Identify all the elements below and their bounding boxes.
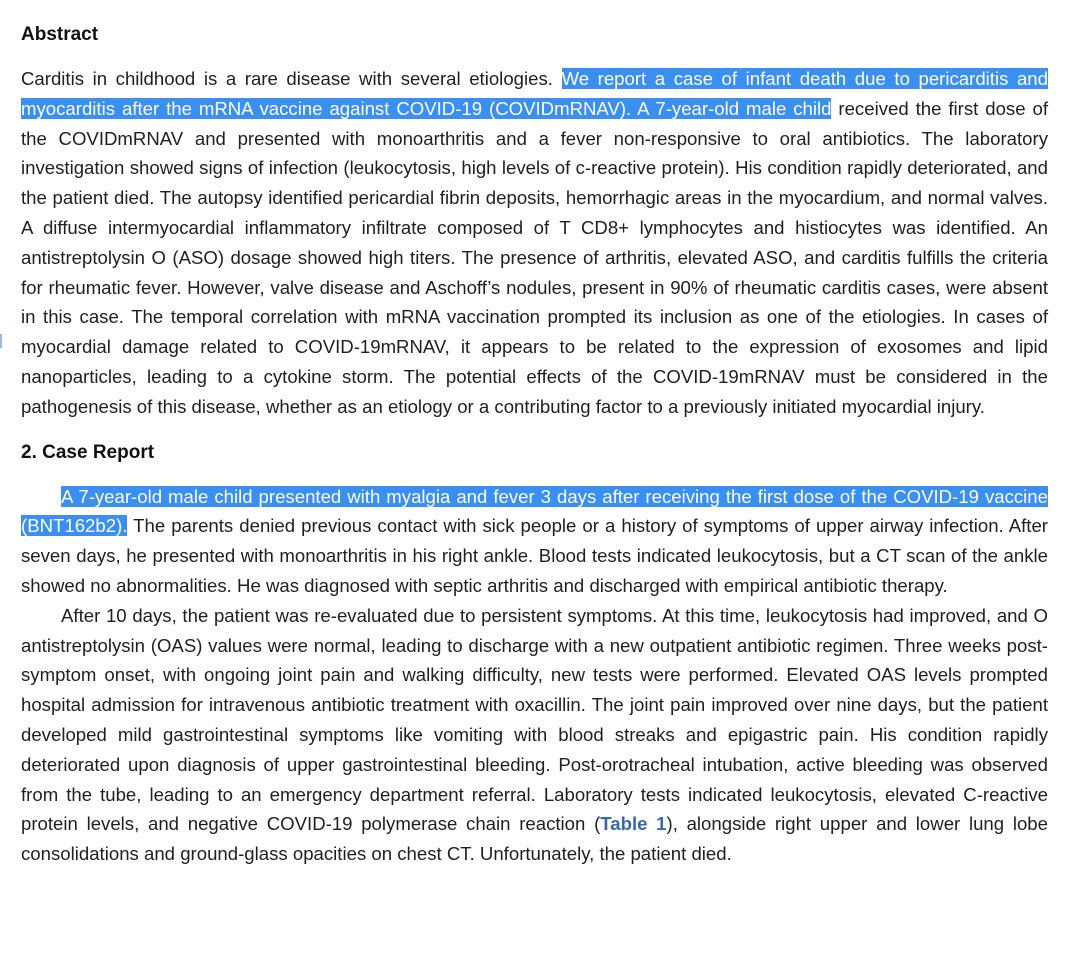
case-report-heading: 2. Case Report <box>21 441 155 463</box>
margin-marker <box>0 334 2 348</box>
abstract-heading: Abstract <box>21 24 99 45</box>
table-1-link[interactable]: Table 1 <box>600 813 667 835</box>
case-report-selected-text[interactable]: A 7-year-old male child presented with myalgia and fever 3 days after receiving the first dose of the COVID-19 vaccine (BNT162b2). <box>21 485 1048 537</box>
article-body <box>21 20 1048 869</box>
abstract-text-rest: received the first dose of the COVIDmRNAV and presented with monoarthritis and a fever non-responsive to oral antibiotics. The laboratory investigation showed signs of infection (leukocytosis, high levels of c-reactive protein). His condition rapidly deteriorated, and the patient died. The autopsy identified pericardial fibrin deposits, hemorrhagic areas in the myocardium, and normal valves. A diffuse intermyocardial inflammatory infiltrate composed of T CD8+ lymphocytes and histiocytes was identified. An antistreptolysin O (ASO) dosage showed high titers. The presence of arthritis, elevated ASO, and carditis fulfills the criteria for rheumatic fever. However, valve disease and Aschoff’s nodules, present in 90% of rheumatic carditis cases, were absent in this case. The temporal correlation with mRNA vaccination prompted its inclusion as one of the etiologies. In cases of myocardial damage related to COVID-19mRNAV, it appears to be related to the expression of exosomes and lipid nanoparticles, leading to a cytokine storm. The potential effects of the COVID-19mRNAV must be considered in the pathogenesis of this disease, whether as an etiology or a contributing factor to a previously initiated myocardial injury. <box>21 97 1048 417</box>
abstract-selected-text[interactable]: We report a case of infant death due to pericarditis and myocarditis after the mRNA vaccine against COVID-19 (COVIDmRNAV). A 7-year-old male child <box>21 68 1048 119</box>
case-report-paragraph-1 <box>21 482 1048 601</box>
abstract-text-start: Carditis in childhood is a rare disease with several etiologies. <box>21 68 562 89</box>
case-report-para2-end: ), alongside right upper and lower lung lobe consolidations and ground-glass opacities on chest CT. Unfortunately, the patient died. <box>21 813 1048 865</box>
case-report-para1-rest: The parents denied previous contact with sick people or a history of symptoms of upper airway infection. After seven days, he presented with monoarthritis in his right ankle. Blood tests indicated leukocytosis, but a CT scan of the ankle showed no abnormalities. He was diagnosed with septic arthritis and discharged with empirical antibiotic therapy. <box>21 515 1048 596</box>
abstract-paragraph <box>21 64 1048 422</box>
case-report-para2-start: After 10 days, the patient was re-evaluated due to persistent symptoms. At this time, leukocytosis had improved, and O antistreptolysin (OAS) values were normal, leading to discharge with a new outpatient antibiotic regimen. Three weeks post-symptom onset, with ongoing joint pain and walking difficulty, new tests were performed. Elevated OAS levels prompted hospital admission for intravenous antibiotic treatment with oxacillin. The joint pain improved over nine days, but the patient developed mild gastrointestinal symptoms like vomiting with blood streaks and epigastric pain. His condition rapidly deteriorated upon diagnosis of upper gastrointestinal bleeding. Post-orotracheal intubation, active bleeding was observed from the tube, leading to an emergency department referral. Laboratory tests indicated leukocytosis, elevated C-reactive protein levels, and negative COVID-19 polymerase chain reaction ( <box>21 604 1048 835</box>
case-report-paragraph-2 <box>21 601 1048 869</box>
